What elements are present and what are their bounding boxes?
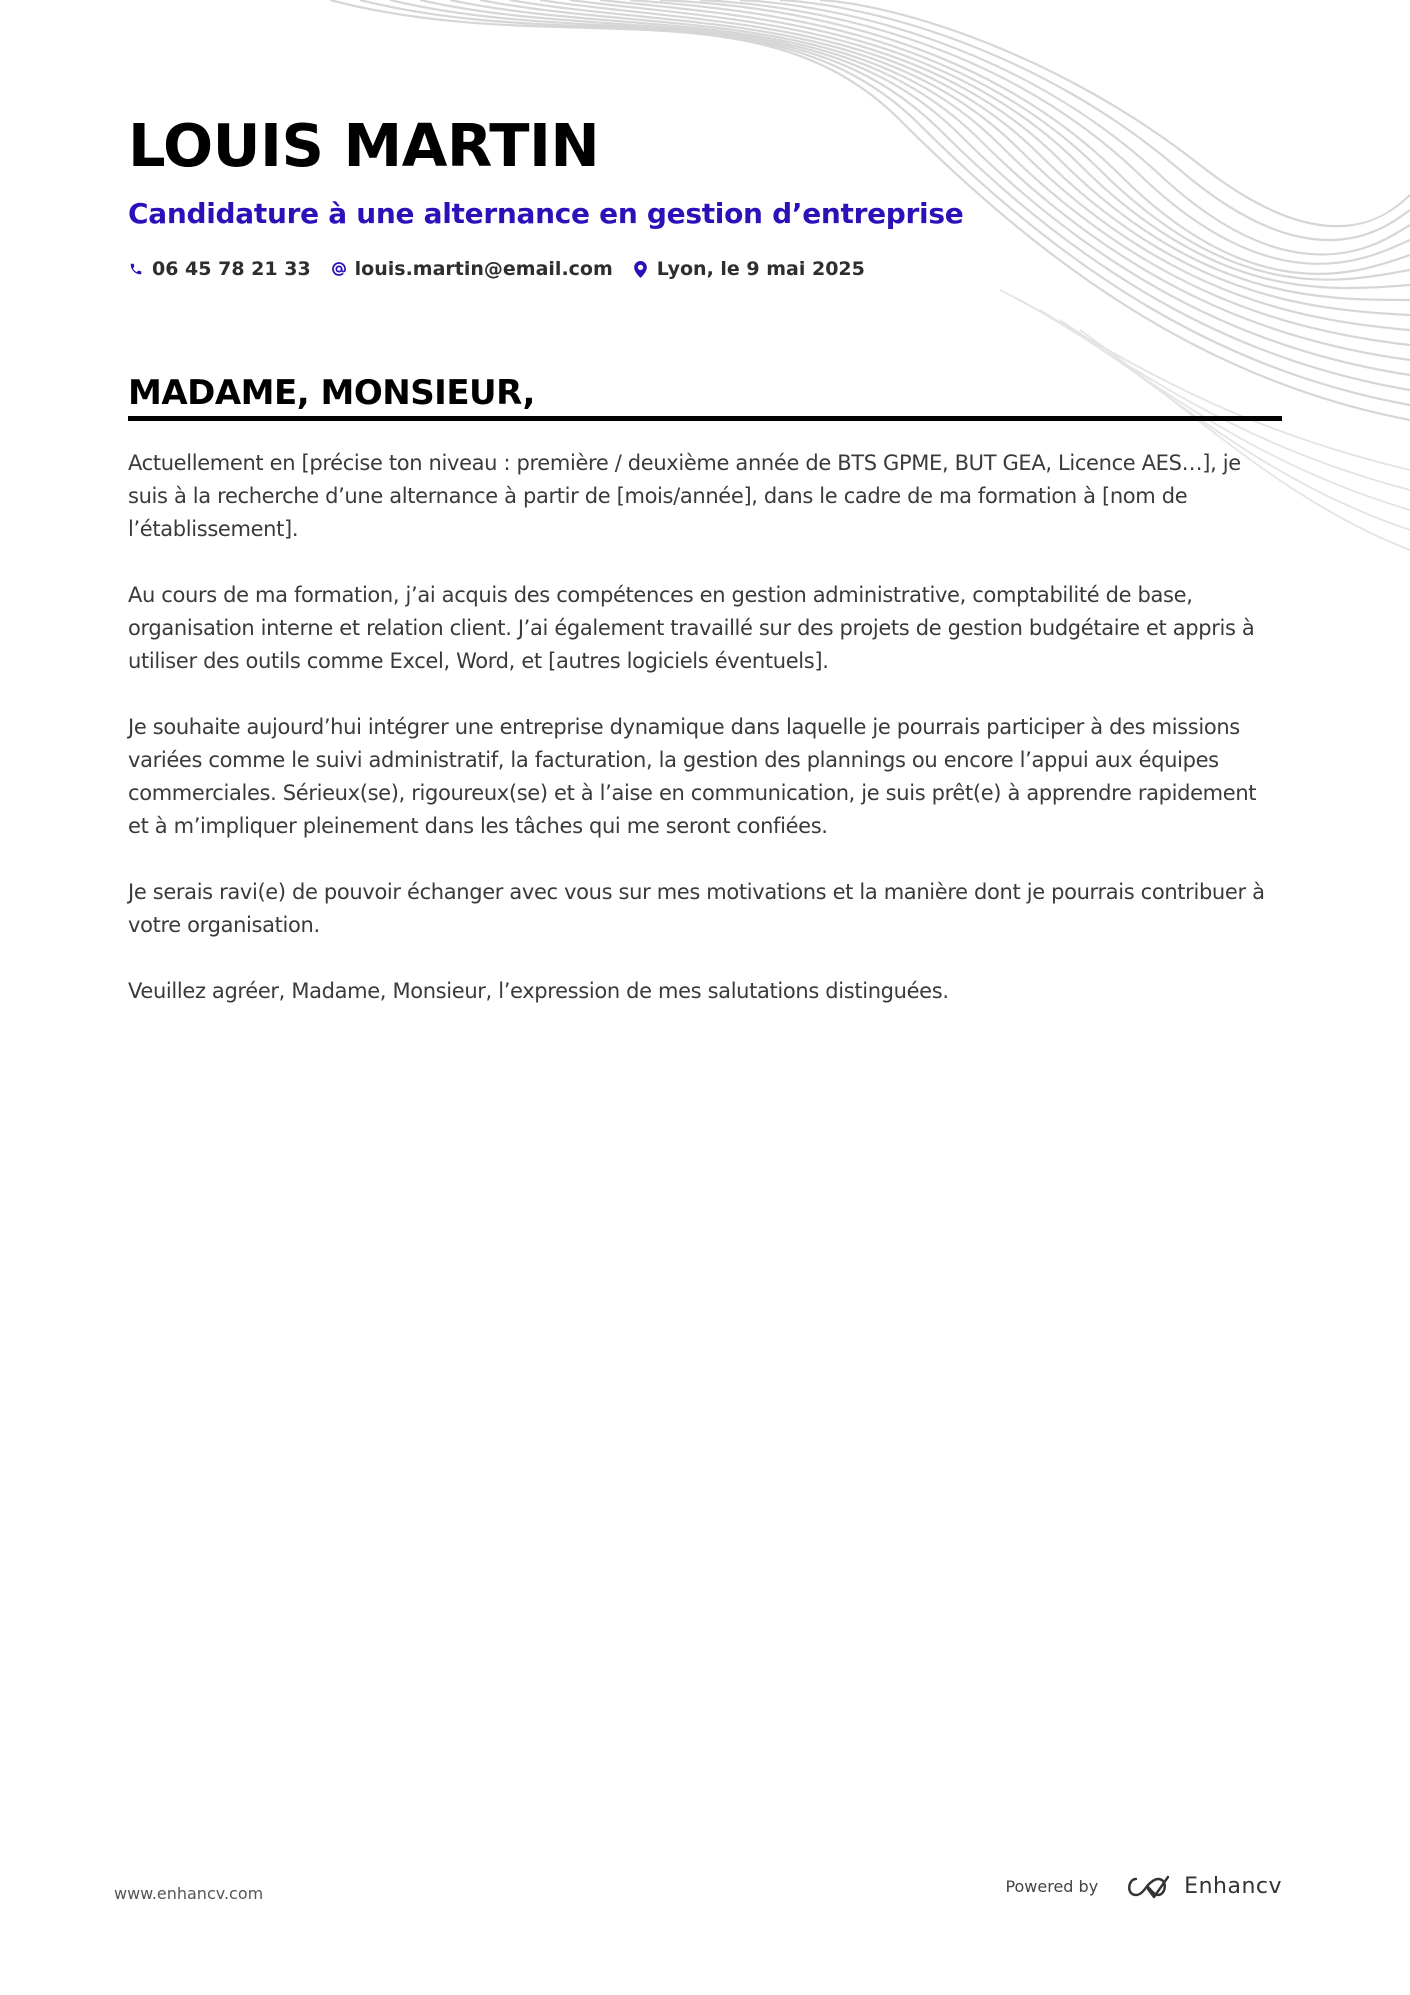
- footer-website[interactable]: www.enhancv.com: [114, 1884, 264, 1903]
- footer-branding: [1005, 1874, 1282, 1899]
- enhancv-logo-icon: [1124, 1875, 1170, 1899]
- email-address: louis.martin@email.com: [354, 258, 613, 280]
- greeting-section: [128, 372, 1282, 421]
- brand-name: Enhancv: [1184, 1874, 1282, 1899]
- phone-number: 06 45 78 21 33: [152, 258, 311, 280]
- paragraph: Au cours de ma formation, j’ai acquis des compétences en gestion administrative, comptabilité de base, organisation interne et relation client. J’ai également travaillé sur des projets de gestion budgétaire et appris à utiliser des outils comme Excel, Word, et [autres logiciels éventuels].: [128, 583, 1255, 673]
- phone-icon: [128, 260, 144, 278]
- paragraph: Actuellement en [précise ton niveau : première / deuxième année de BTS GPME, BUT GEA, Licence AES…], je suis à la recherche d’une alternance à partir de [mois/année], dans le cadre de ma formation à [nom de l’établissement].: [128, 451, 1241, 541]
- application-subtitle: Candidature à une alternance en gestion d’entreprise: [128, 197, 964, 230]
- contact-location: [633, 258, 865, 280]
- contact-email[interactable]: [331, 258, 613, 280]
- letter-page: [128, 108, 1282, 1041]
- closing-paragraph: Veuillez agréer, Madame, Monsieur, l’expression de mes salutations distinguées.: [128, 979, 949, 1003]
- paragraph: Je serais ravi(e) de pouvoir échanger avec vous sur mes motivations et la manière dont je pourrais contribuer à votre organisation.: [128, 880, 1265, 937]
- contact-bar: [128, 254, 1282, 284]
- paragraph: Je souhaite aujourd’hui intégrer une entreprise dynamique dans laquelle je pourrais participer à des missions variées comme le suivi administratif, la facturation, la gestion des plannings ou encore l’appui aux équipes commerciales. Sérieux(se), rigoureux(se) et à l’aise en communication, je suis prêt(e) à apprendre rapidement et à m’impliquer pleinement dans les tâches qui me seront confiées.: [128, 715, 1257, 838]
- letter-body: [128, 447, 1282, 1008]
- contact-phone[interactable]: [128, 258, 311, 280]
- location-date: Lyon, le 9 mai 2025: [656, 258, 865, 280]
- salutation-heading: MADAME, MONSIEUR,: [128, 373, 535, 413]
- powered-by-label: Powered by: [1005, 1877, 1099, 1896]
- map-pin-icon: [633, 260, 649, 278]
- applicant-name: LOUIS MARTIN: [128, 111, 600, 180]
- at-icon: [331, 260, 347, 278]
